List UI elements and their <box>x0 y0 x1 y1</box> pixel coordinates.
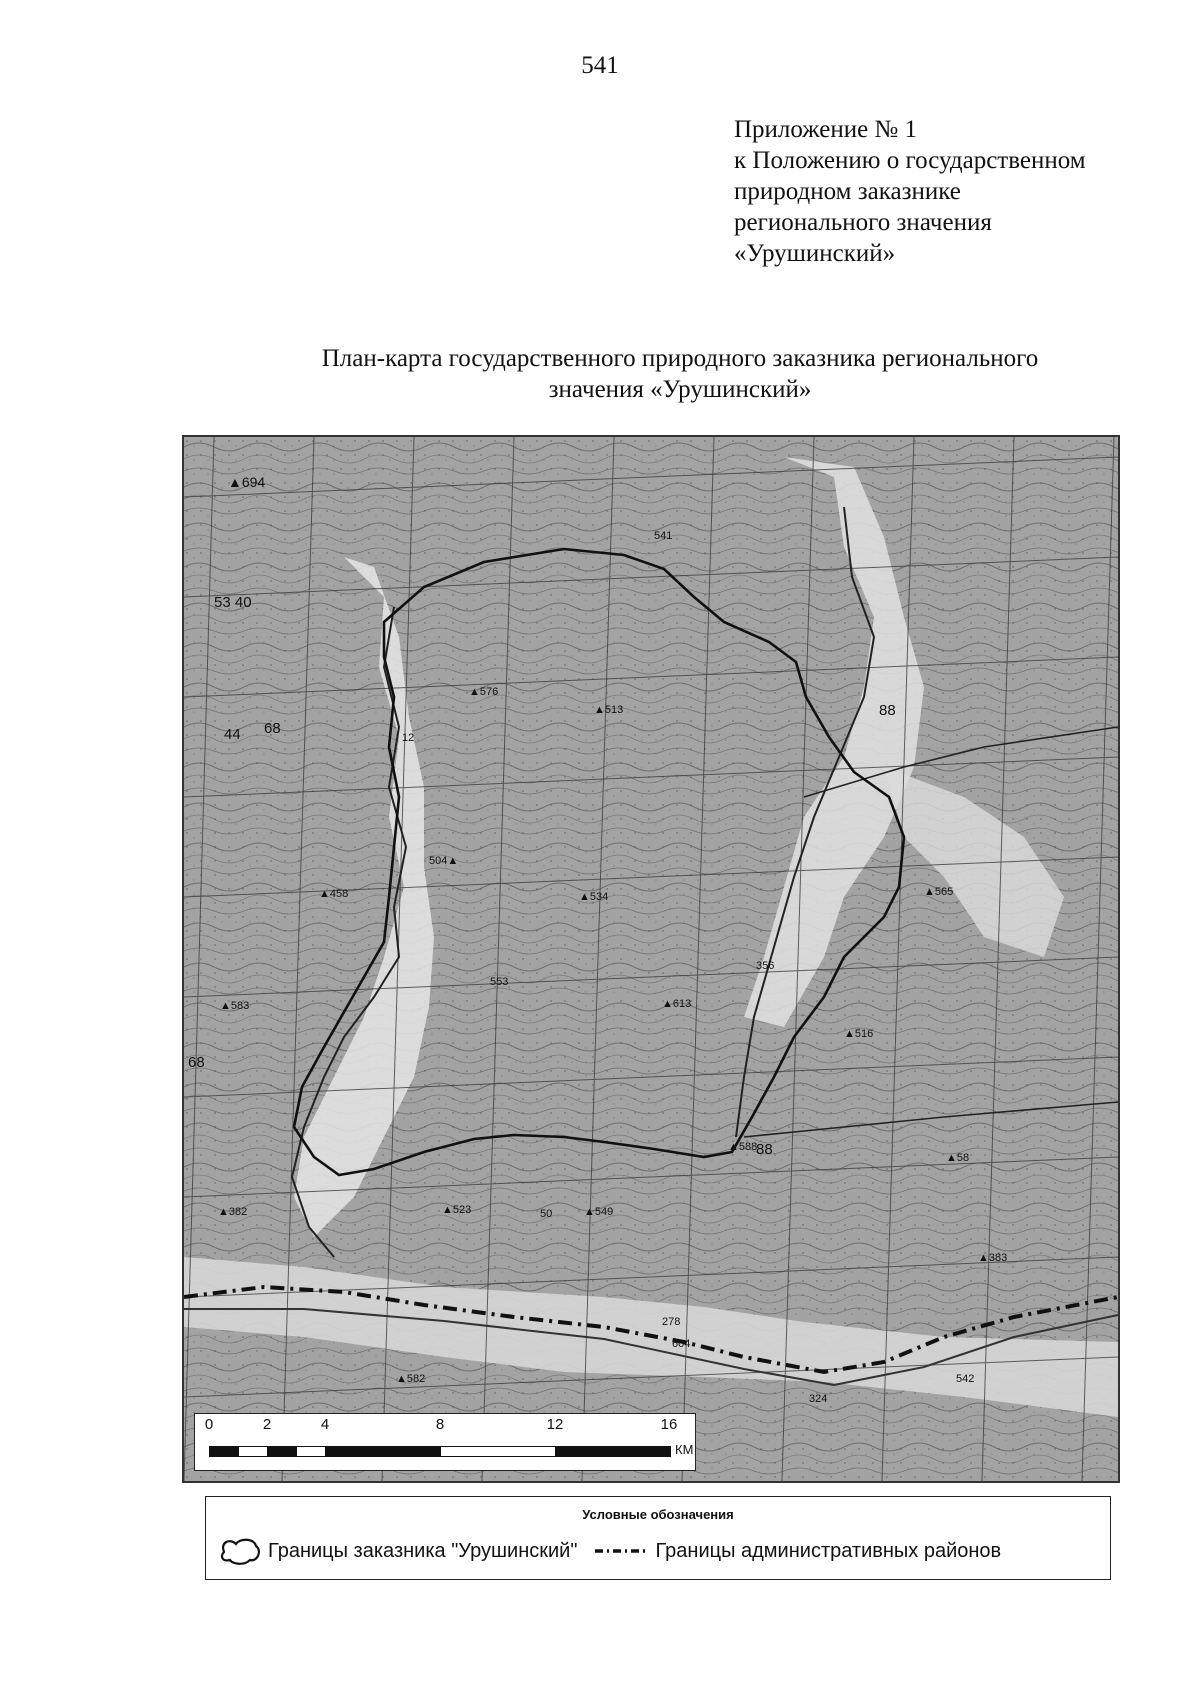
elevation-label: ▲534 <box>579 891 609 903</box>
elevation-label: ▲513 <box>594 704 624 716</box>
elevation-label: ▲58 <box>946 1152 970 1164</box>
appendix-note <box>734 114 1154 269</box>
elevation-label: ▲382 <box>218 1206 248 1218</box>
grid-label: 53 40 <box>214 594 252 611</box>
scale-segment <box>555 1446 671 1457</box>
scale-segment <box>440 1446 556 1457</box>
elevation-label: 553 <box>490 976 509 988</box>
page-number: 541 <box>581 52 619 79</box>
elevation-label: 504▲ <box>429 855 459 867</box>
elevation-label: ▲694 <box>228 474 266 490</box>
map-title <box>240 343 1120 405</box>
elevation-label: 604 <box>672 1338 691 1350</box>
scale-tick: 16 <box>660 1416 678 1433</box>
scale-segment <box>267 1446 297 1457</box>
grid-label: 44 <box>224 726 241 743</box>
elevation-label: ▲565 <box>924 886 954 898</box>
appendix-line: к Положению о государственном <box>734 147 1086 174</box>
scale-bar <box>194 1413 696 1471</box>
legend-row <box>218 1535 1102 1567</box>
legend-label: Границы административных районов <box>655 1539 1002 1562</box>
scale-segment <box>209 1446 239 1457</box>
grid-label: 88 <box>756 1141 773 1158</box>
appendix-line: регионального значения <box>734 209 992 236</box>
elevation-label: 541 <box>654 530 673 542</box>
elevation-label: ▲383 <box>978 1252 1008 1264</box>
elevation-label: ▲549 <box>584 1206 614 1218</box>
appendix-line: «Урушинский» <box>734 240 896 267</box>
scale-tick: 4 <box>320 1416 330 1433</box>
district-boundary-icon <box>593 1541 649 1561</box>
elevation-label: ▲588 <box>728 1141 758 1153</box>
scale-segment <box>296 1446 326 1457</box>
reserve-boundary-icon <box>218 1536 262 1566</box>
elevation-label: ▲613 <box>662 998 692 1010</box>
grid-label: 68 <box>264 720 281 737</box>
grid-label: 12 <box>402 732 415 744</box>
scale-segment <box>325 1446 441 1457</box>
elevation-label: 542 <box>956 1373 975 1385</box>
elevation-label: 278 <box>662 1316 681 1328</box>
elevation-label: 50 <box>540 1208 553 1220</box>
elevation-label: 356 <box>756 960 775 972</box>
scale-unit: КМ <box>675 1442 694 1457</box>
legend-item-district <box>593 1540 1001 1563</box>
legend-label: Границы заказника "Урушинский" <box>268 1539 578 1562</box>
scale-tick: 0 <box>204 1416 214 1433</box>
topographic-map[interactable] <box>182 435 1120 1483</box>
grid-label: 88 <box>879 702 896 719</box>
elevation-label: ▲582 <box>396 1373 426 1385</box>
elevation-label: ▲576 <box>469 686 499 698</box>
map-title-line: значения «Урушинский» <box>548 376 812 403</box>
map-title-line: План-карта государственного природного заказника регионального <box>321 345 1039 372</box>
map-canvas <box>184 437 1118 1481</box>
scale-segment <box>238 1446 268 1457</box>
elevation-label: ▲458 <box>319 888 349 900</box>
elevation-label: 324 <box>809 1393 828 1405</box>
scale-tick: 8 <box>435 1416 445 1433</box>
grid-label: 68 <box>188 1054 205 1071</box>
legend-title: Условные обозначения <box>582 1507 734 1522</box>
scale-tick: 12 <box>546 1416 564 1433</box>
appendix-line: Приложение № 1 <box>734 116 918 143</box>
elevation-label: ▲523 <box>442 1204 472 1216</box>
appendix-line: природном заказнике <box>734 178 961 205</box>
elevation-label: ▲583 <box>220 1000 250 1012</box>
legend-item-reserve <box>218 1536 577 1566</box>
elevation-label: ▲516 <box>844 1028 874 1040</box>
scale-tick: 2 <box>262 1416 272 1433</box>
map-legend <box>205 1496 1111 1580</box>
